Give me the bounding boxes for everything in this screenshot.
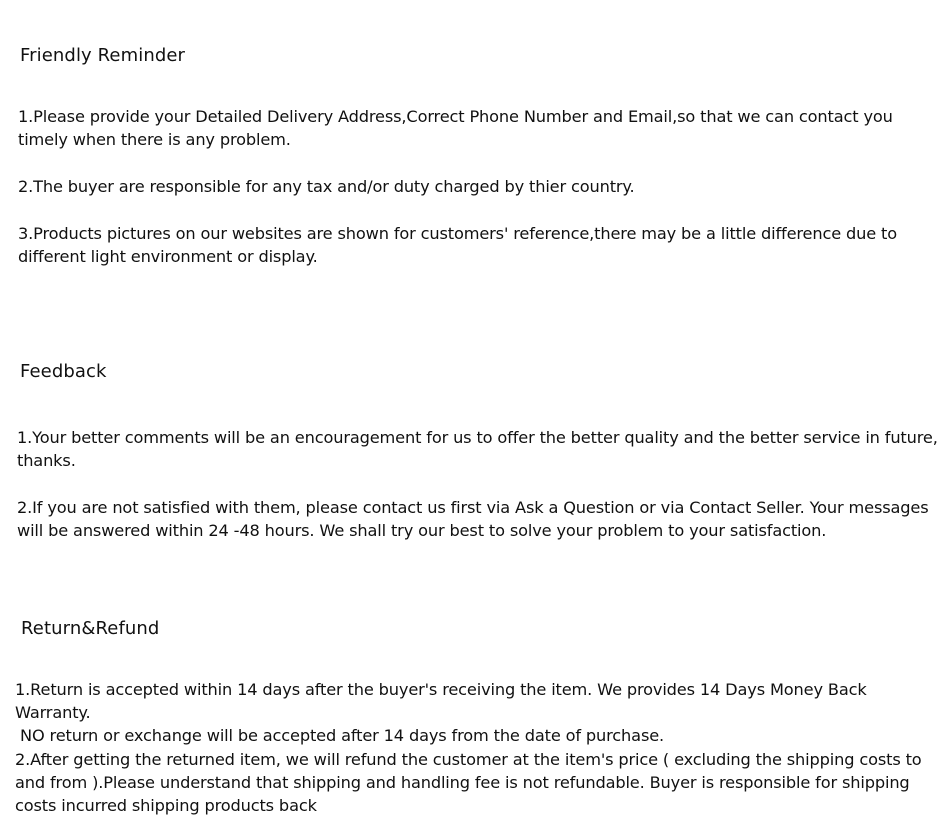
refund-item-2: 2.After getting the returned item, we will refund the customer at the item's price ( excluding the shipping costs to and from ).Please understand that shipping and handling fee is not refundable. Buyer is responsible for shipping costs incurred shipping products back [15,750,927,815]
reminder-item-1: 1.Please provide your Detailed Delivery Address,Correct Phone Number and Email,so that we can contact you timely when there is any problem. [18,107,898,149]
feedback-item-1: 1.Your better comments will be an encouragement for us to offer the better quality and the better service in future, thanks. [17,428,943,470]
section-title-feedback: Feedback [20,361,107,382]
section-title-return-refund: Return&Refund [21,618,160,639]
feedback-item-2: 2.If you are not satisfied with them, please contact us first via Ask a Question or via Contact Seller. Your messages will be answered within 24 -48 hours. We shall try our best to solve your problem to your satisfaction. [17,498,934,540]
reminder-item-2: 2.The buyer are responsible for any tax and/or duty charged by thier country. [18,177,635,196]
section-title-friendly-reminder: Friendly Reminder [20,45,186,66]
reminder-item-3: 3.Products pictures on our websites are shown for customers' reference,there may be a little difference due to different light environment or display. [18,224,902,266]
refund-item-1: 1.Return is accepted within 14 days after the buyer's receiving the item. We provides 14 Days Money Back Warranty. NO return or exchange will be accepted after 14 days from the date of purchase. [15,680,867,745]
